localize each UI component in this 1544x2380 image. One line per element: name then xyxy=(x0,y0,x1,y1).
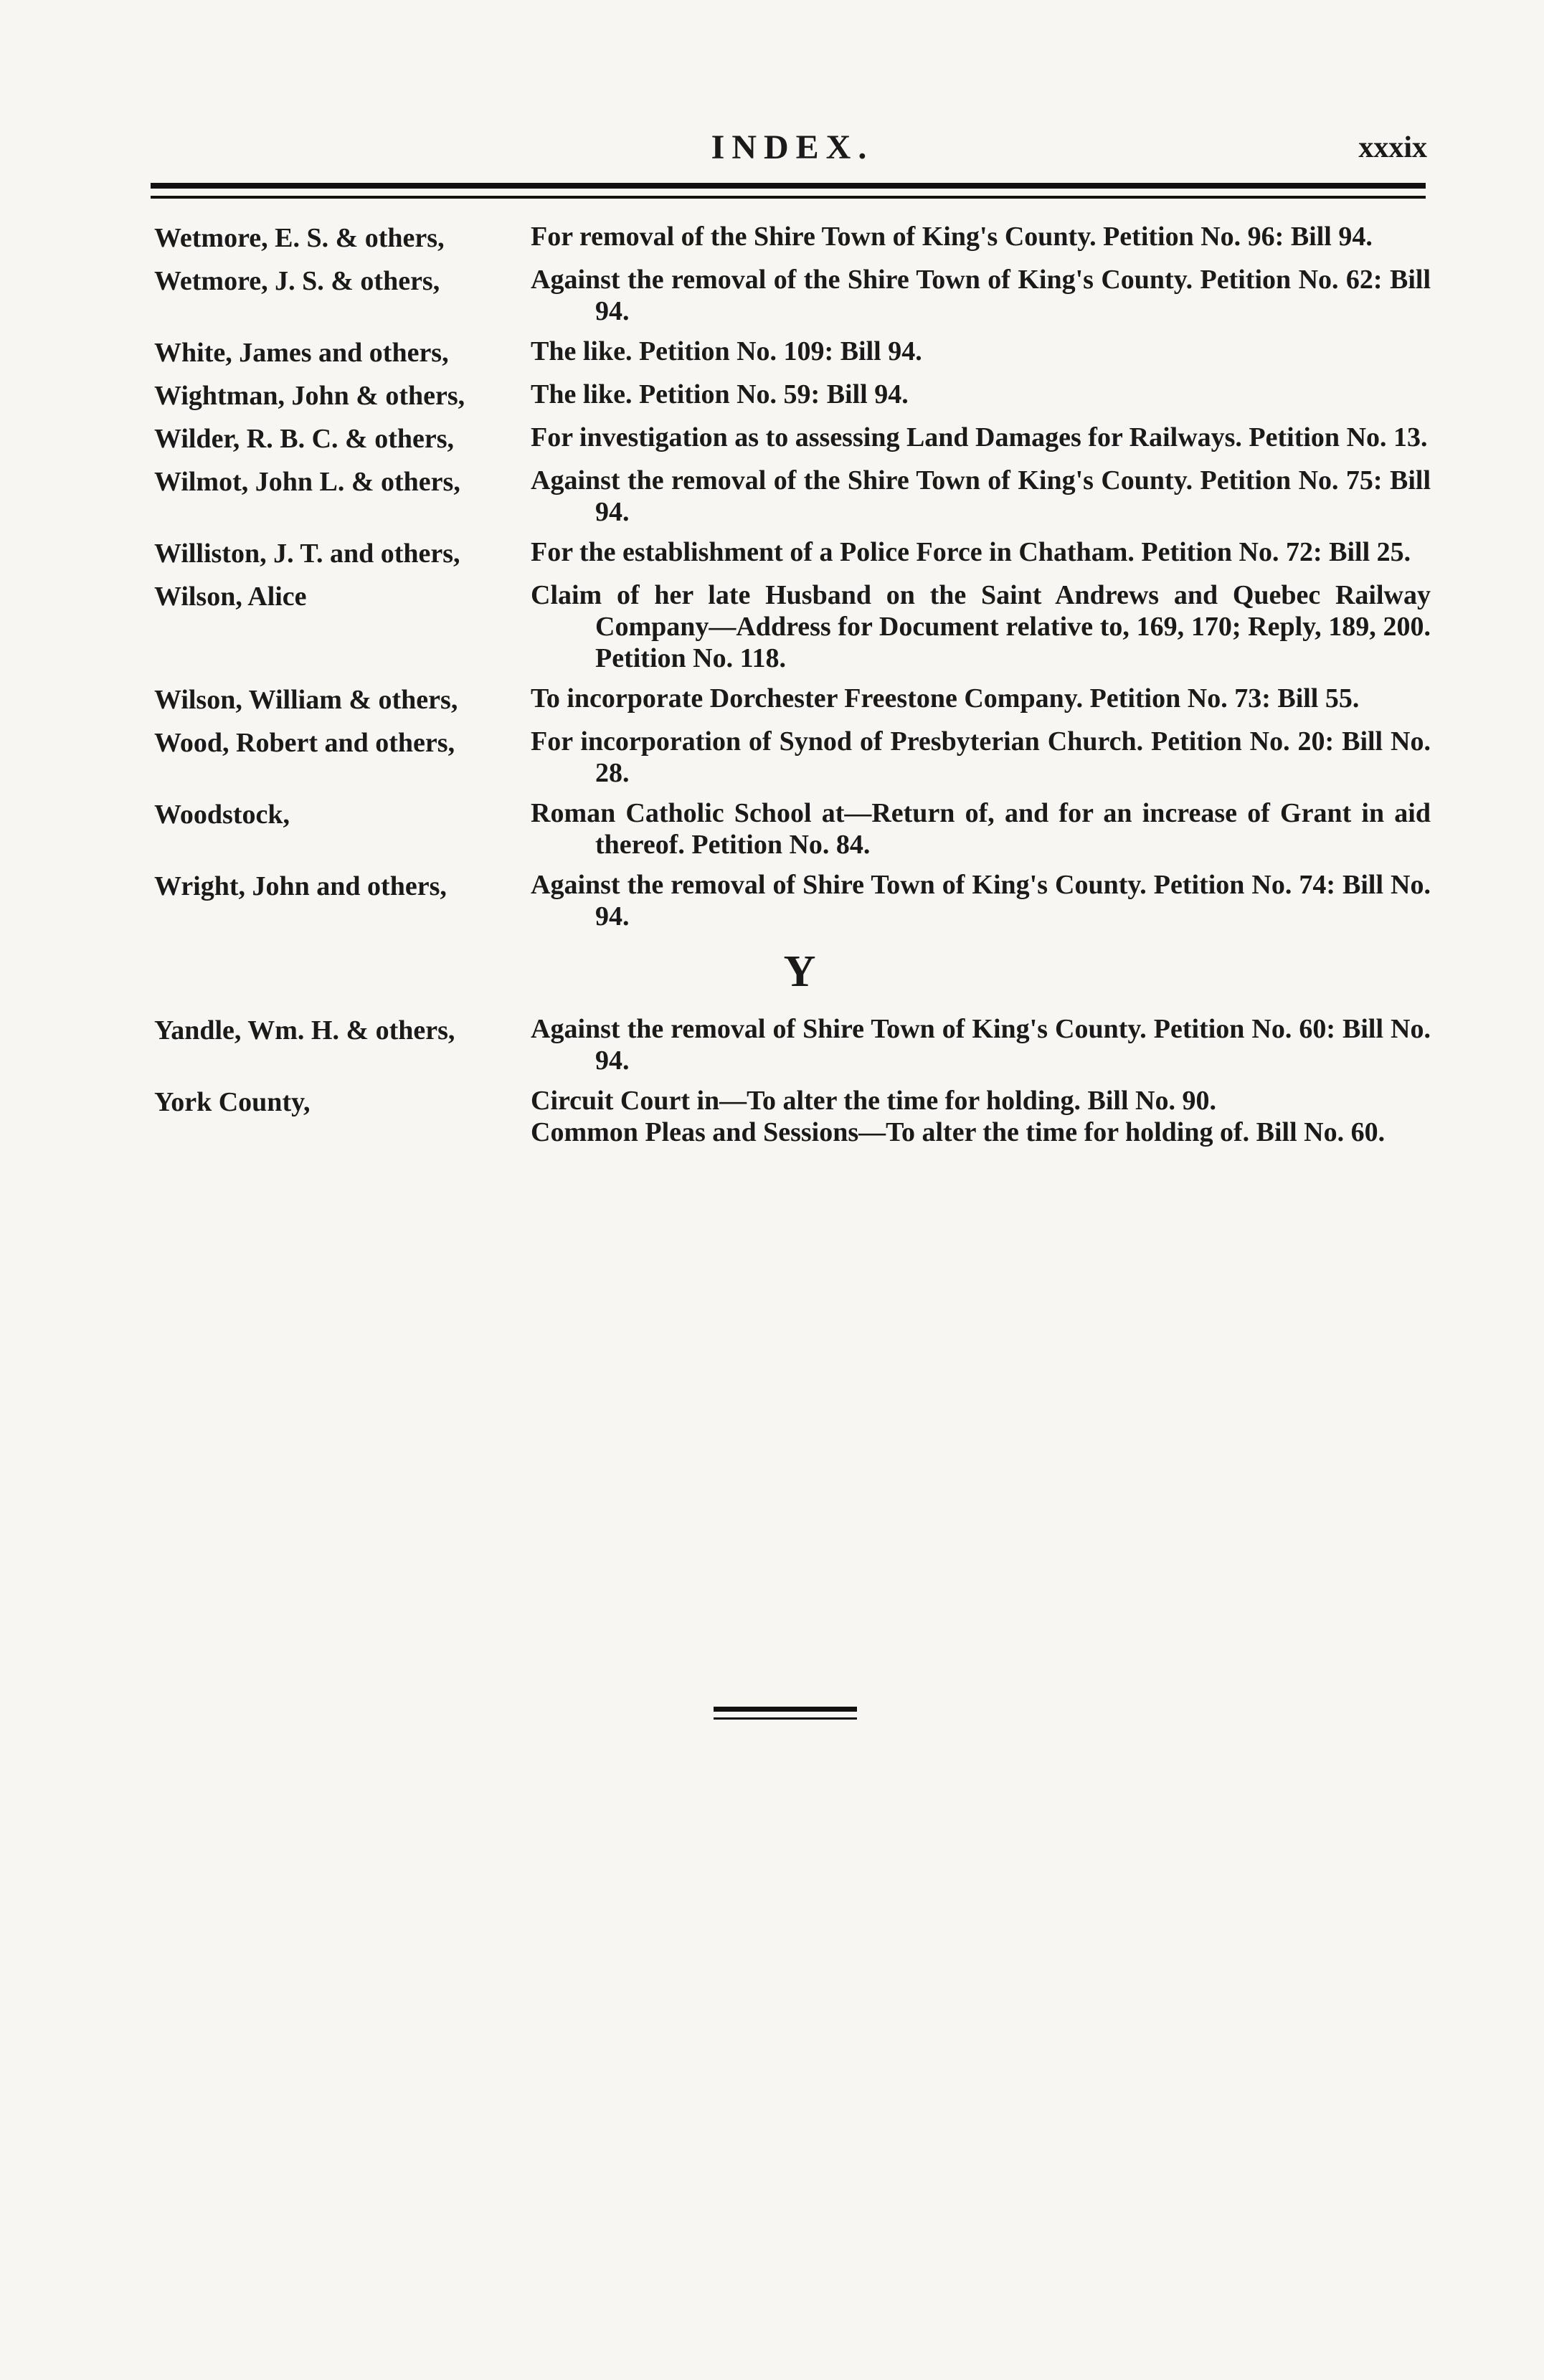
entry-name: Wetmore, J. S. & others, xyxy=(154,266,440,296)
index-entry xyxy=(154,465,1431,528)
entry-description-line: Circuit Court in—To alter the time for holding. Bill No. 90. xyxy=(531,1086,1216,1116)
entry-description xyxy=(531,422,1431,456)
entry-description-line: Claim of her late Husband on the Saint Andrews and Quebec Railway Company—Address for Document relative to, 169, 170; Reply, 189, 200. Petition No. 118. xyxy=(531,580,1431,673)
end-rule xyxy=(714,1707,857,1720)
index-entry xyxy=(154,797,1431,861)
index-entry xyxy=(154,336,1431,370)
entry-description-line: For the establishment of a Police Force in Chatham. Petition No. 72: Bill 25. xyxy=(531,537,1411,567)
entry-name: York County, xyxy=(154,1087,311,1117)
entry-description xyxy=(531,336,1431,370)
page-title: INDEX. xyxy=(711,128,874,166)
entry-name: Wilson, Alice xyxy=(154,582,307,612)
entry-name: Yandle, Wm. H. & others, xyxy=(154,1015,455,1046)
entry-description xyxy=(531,579,1431,674)
entry-description xyxy=(531,726,1431,789)
index-entry xyxy=(154,869,1431,932)
entry-description-line: Against the removal of the Shire Town of King's County. Petition No. 75: Bill 94. xyxy=(531,465,1431,527)
entry-name: Wilder, R. B. C. & others, xyxy=(154,424,454,454)
index-entry xyxy=(154,536,1431,571)
entry-name: Woodstock, xyxy=(154,800,290,830)
entry-description xyxy=(531,465,1431,528)
index-entry xyxy=(154,1013,1431,1076)
index-entry xyxy=(154,579,1431,674)
entry-name: Wightman, John & others, xyxy=(154,381,465,411)
entry-description-line: Common Pleas and Sessions—To alter the time for holding of. Bill No. 60. xyxy=(531,1117,1386,1147)
entry-name: Wilson, William & others, xyxy=(154,685,458,715)
entry-description xyxy=(531,683,1431,717)
entry-description-line: For investigation as to assessing Land Damages for Railways. Petition No. 13. xyxy=(531,422,1428,452)
header-rule xyxy=(151,183,1426,199)
entry-description xyxy=(531,221,1431,255)
index-section-w xyxy=(154,221,1431,932)
entry-description-line: Against the removal of the Shire Town of King's County. Petition No. 62: Bill 94. xyxy=(531,265,1431,326)
entry-name: Williston, J. T. and others, xyxy=(154,539,460,569)
entry-description xyxy=(531,797,1431,861)
entry-description-line: The like. Petition No. 109: Bill 94. xyxy=(531,336,922,366)
index-entry xyxy=(154,1085,1431,1148)
entry-description-line: The like. Petition No. 59: Bill 94. xyxy=(531,379,909,409)
entry-description-line: To incorporate Dorchester Freestone Company. Petition No. 73: Bill 55. xyxy=(531,683,1360,713)
index-entry xyxy=(154,683,1431,717)
entry-name: Wetmore, E. S. & others, xyxy=(154,223,445,253)
section-letter-y: Y xyxy=(783,947,816,996)
index-section-y xyxy=(154,1013,1431,1148)
entry-description xyxy=(531,869,1431,932)
entry-name: White, James and others, xyxy=(154,338,449,368)
entry-name: Wilmot, John L. & others, xyxy=(154,467,460,497)
index-entry xyxy=(154,221,1431,255)
index-entry xyxy=(154,422,1431,456)
entry-description xyxy=(531,536,1431,571)
entry-name: Wood, Robert and others, xyxy=(154,728,455,758)
entry-description-line: Against the removal of Shire Town of King's County. Petition No. 74: Bill No. 94. xyxy=(531,870,1431,931)
entry-name: Wright, John and others, xyxy=(154,871,447,901)
index-entries xyxy=(154,221,1431,1157)
entry-description xyxy=(531,1085,1431,1148)
entry-description xyxy=(531,1013,1431,1076)
entry-description xyxy=(531,379,1431,413)
page-number: xxxix xyxy=(1358,131,1427,164)
entry-description-line: Roman Catholic School at—Return of, and for an increase of Grant in aid thereof. Petition No. 84. xyxy=(531,798,1431,860)
entry-description-line: For incorporation of Synod of Presbyterian Church. Petition No. 20: Bill No. 28. xyxy=(531,726,1431,788)
page-header xyxy=(158,122,1427,186)
index-entry xyxy=(154,379,1431,413)
index-entry xyxy=(154,726,1431,789)
index-entry xyxy=(154,264,1431,327)
entry-description xyxy=(531,264,1431,327)
entry-description-line: For removal of the Shire Town of King's County. Petition No. 96: Bill 94. xyxy=(531,222,1373,252)
entry-description-line: Against the removal of Shire Town of King's County. Petition No. 60: Bill No. 94. xyxy=(531,1014,1431,1076)
